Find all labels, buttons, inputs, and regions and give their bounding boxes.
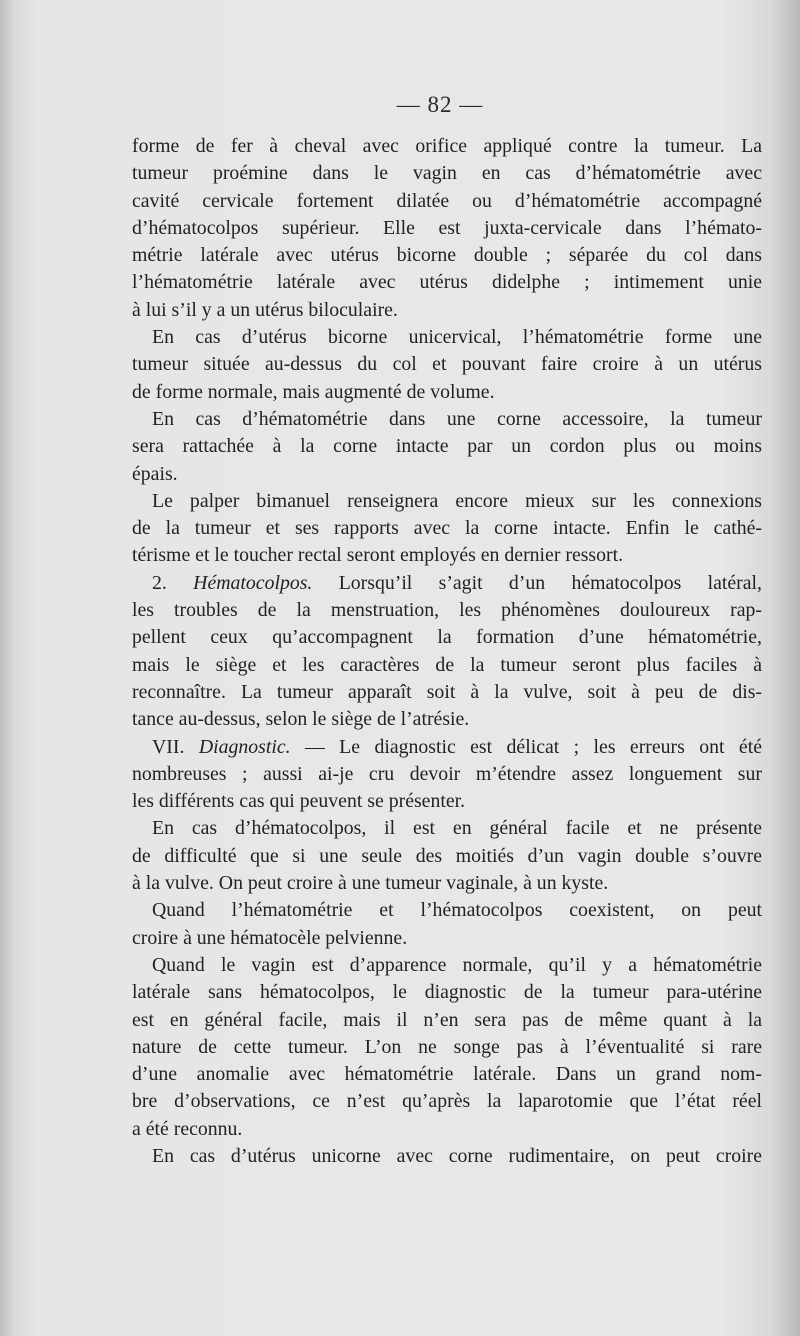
list-number: 2.: [152, 571, 194, 594]
section-heading: Hématocolpos.: [193, 571, 313, 594]
line-text: les troubles de la menstruation, les phénomènes douloureux rap-: [132, 599, 762, 622]
line-text: En cas d’hématométrie dans une corne accessoire, la tumeur: [152, 407, 762, 430]
line-text: Quand l’hématométrie et l’hématocolpos coexistent, on peut: [152, 899, 762, 922]
text-line: [132, 488, 762, 515]
text-line: [132, 706, 762, 733]
line-text: métrie latérale avec utérus bicorne double ; séparée du col dans: [132, 244, 762, 267]
text-line: [132, 624, 762, 651]
line-text: En cas d’utérus bicorne unicervical, l’hématométrie forme une: [152, 326, 762, 349]
line-text: est en général facile, mais il n’en sera pas de même quant à la: [132, 1008, 762, 1031]
text-line: [132, 734, 762, 761]
line-text: En cas d’utérus unicorne avec corne rudimentaire, on peut croire: [152, 1144, 762, 1167]
text-line: [132, 1061, 762, 1088]
line-text: épais.: [132, 462, 178, 485]
text-line: [132, 1116, 762, 1143]
line-text: a été reconnu.: [132, 1117, 243, 1140]
text-line: [132, 406, 762, 433]
text-line: [132, 1143, 762, 1170]
text-line: [132, 597, 762, 624]
text-line: [132, 1088, 762, 1115]
line-text: latérale sans hématocolpos, le diagnostic de la tumeur para-utérine: [132, 981, 762, 1004]
line-text: reconnaître. La tumeur apparaît soit à la vulve, soit à peu de dis-: [132, 680, 762, 703]
text-line: [132, 870, 762, 897]
line-text: tance au-dessus, selon le siège de l’atrésie.: [132, 708, 470, 731]
line-text: Le palper bimanuel renseignera encore mieux sur les connexions: [152, 489, 762, 512]
line-text: bre d’observations, ce n’est qu’après la laparotomie que l’état réel: [132, 1090, 762, 1113]
line-text: Quand le vagin est d’apparence normale, qu’il y a hématométrie: [152, 953, 762, 976]
text-line: [132, 679, 762, 706]
line-text: les différents cas qui peuvent se présenter.: [132, 790, 466, 813]
line-text: térisme et le toucher rectal seront employés en dernier ressort.: [132, 544, 624, 567]
text-line: [132, 952, 762, 979]
text-line: [132, 188, 762, 215]
text-line: [132, 269, 762, 296]
line-text: forme de fer à cheval avec orifice appliqué contre la tumeur. La: [132, 135, 762, 157]
text-line: [132, 897, 762, 924]
line-text: de forme normale, mais augmenté de volume.: [132, 380, 495, 403]
text-line: [132, 242, 762, 269]
text-line: [132, 570, 762, 597]
line-text: pellent ceux qu’accompagnent la formation d’une hématométrie,: [132, 626, 762, 649]
text-line: [132, 788, 762, 815]
page-number: — 82 —: [396, 92, 484, 117]
text-line: [132, 215, 762, 242]
line-text: à la vulve. On peut croire à une tumeur vaginale, à un kyste.: [132, 872, 609, 895]
line-text: tumeur proémine dans le vagin en cas d’hématométrie avec: [132, 162, 762, 185]
line-text: — Le diagnostic est délicat ; les erreurs ont été: [290, 735, 762, 758]
line-text: croire à une hématocèle pelvienne.: [132, 926, 408, 949]
line-text: cavité cervicale fortement dilatée ou d’hématométrie accompagné: [132, 189, 762, 212]
text-line: [132, 297, 762, 324]
line-text: nature de cette tumeur. L’on ne songe pas à l’éventualité si rare: [132, 1035, 762, 1058]
text-line: [132, 979, 762, 1006]
line-text: sera rattachée à la corne intacte par un cordon plus ou moins: [132, 435, 762, 458]
text-line: [132, 761, 762, 788]
text-line: [132, 843, 762, 870]
text-line: [132, 925, 762, 952]
line-text: Lorsqu’il s’agit d’un hématocolpos latéral,: [312, 571, 762, 594]
text-line: [132, 379, 762, 406]
body-text: [132, 133, 762, 1170]
line-text: En cas d’hématocolpos, il est en général facile et ne présente: [152, 817, 762, 840]
text-line: [132, 1007, 762, 1034]
line-text: tumeur située au-dessus du col et pouvant faire croire à un utérus: [132, 353, 762, 376]
text-line: [132, 133, 762, 160]
line-text: nombreuses ; aussi ai-je cru devoir m’étendre assez longuement sur: [132, 762, 762, 785]
section-heading: Diagnostic.: [198, 735, 291, 758]
text-line: [132, 1034, 762, 1061]
text-line: [132, 515, 762, 542]
text-line: [132, 351, 762, 378]
line-text: d’hématocolpos supérieur. Elle est juxta-cervicale dans l’hémato-: [132, 216, 762, 239]
line-text: à lui s’il y a un utérus biloculaire.: [132, 298, 398, 321]
line-text: d’une anomalie avec hématométrie latérale. Dans un grand nom-: [132, 1063, 762, 1086]
text-line: [132, 652, 762, 679]
text-line: [132, 815, 762, 842]
text-line: [132, 542, 762, 569]
line-text: de la tumeur et ses rapports avec la corne intacte. Enfin le cathé-: [132, 517, 762, 540]
text-line: [132, 160, 762, 187]
line-text: l’hématométrie latérale avec utérus didelphe ; intimement unie: [132, 271, 762, 294]
text-line: [132, 461, 762, 488]
list-number: VII.: [152, 735, 199, 758]
text-line: [132, 433, 762, 460]
line-text: mais le siège et les caractères de la tumeur seront plus faciles à: [132, 653, 762, 676]
line-text: de difficulté que si une seule des moitiés d’un vagin double s’ouvre: [132, 844, 762, 867]
text-line: [132, 324, 762, 351]
